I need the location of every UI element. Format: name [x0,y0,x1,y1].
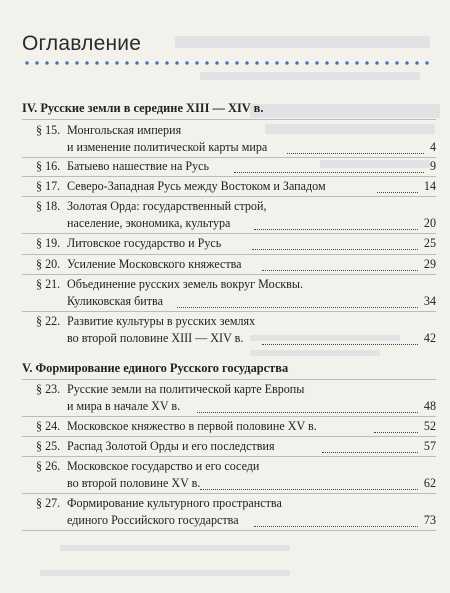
page-number: 52 [423,419,436,433]
divider [22,254,436,255]
page-number: 25 [423,236,436,250]
toc-entry[interactable] [22,178,436,195]
divider [22,196,436,197]
toc-entry[interactable] [22,158,436,175]
dot-leader [200,489,418,490]
dot-leader [287,153,424,154]
toc-entry[interactable] [22,235,436,252]
dot-leader [197,412,418,413]
entry-title-cont: во второй половине XIII — XIV в. [67,331,244,345]
divider [22,274,436,275]
page-number: 4 [429,140,436,154]
dot-leader [262,344,418,345]
toc-entry[interactable] [22,418,436,435]
page-number: 73 [423,513,436,527]
entry-title-cont: и мира в начале XV в. [67,399,181,413]
divider [22,456,436,457]
entry-number: § 23. [36,382,61,396]
entry-number: § 22. [36,314,61,328]
divider [22,379,436,380]
entry-title: Развитие культуры в русских землях [67,314,256,328]
dot-leader [262,270,418,271]
section-title: V. Формирование единого Русского государства [22,361,289,375]
section-title: IV. Русские земли в середине XIII — XIV в. [22,101,264,115]
toc-entry[interactable] [22,313,436,347]
entry-title: Северо-Западная Русь между Востоком и Западом [67,179,326,193]
page-number: 62 [423,476,436,490]
entry-number: § 24. [36,419,61,433]
dot-leader [374,432,418,433]
entry-title-cont: население, экономика, культура [67,216,231,230]
divider [22,530,436,531]
page-number: 34 [423,294,436,308]
toc-entry[interactable] [22,458,436,492]
divider [22,311,436,312]
dot-leader [234,172,424,173]
page-title: Оглавление [22,32,142,55]
entry-number: § 19. [36,236,61,250]
entry-number: § 15. [36,123,61,137]
entry-title-cont: во второй половине XV в. [67,476,201,490]
page-number: 20 [423,216,436,230]
page-number: 9 [429,159,436,173]
dot-leader [254,526,418,527]
page-number: 14 [423,179,436,193]
toc-entry[interactable] [22,438,436,455]
page-number: 48 [423,399,436,413]
page-number: 57 [423,439,436,453]
entry-title: Объединение русских земель вокруг Москвы. [67,277,304,291]
entry-title: Распад Золотой Орды и его последствия [67,439,275,453]
dot-leader [177,307,418,308]
entry-number: § 18. [36,199,61,213]
entry-number: § 21. [36,277,61,291]
entry-number: § 25. [36,439,61,453]
page-number: 29 [423,257,436,271]
toc-entry[interactable] [22,198,436,232]
divider [22,233,436,234]
entry-number: § 26. [36,459,61,473]
dot-leader [322,452,418,453]
entry-title: Московское княжество в первой половине XV в. [67,419,317,433]
entry-title: Русские земли на политической карте Европы [67,382,305,396]
entry-title-cont: и изменение политической карты мира [67,140,268,154]
toc-entry[interactable] [22,495,436,529]
divider [22,119,436,120]
dot-leader [252,249,418,250]
entry-title: Формирование культурного пространства [67,496,282,510]
entry-title: Литовское государство и Русь [67,236,222,250]
entry-title: Батыево нашествие на Русь [67,159,210,173]
toc-entry[interactable] [22,122,436,156]
entry-number: § 16. [36,159,61,173]
dot-leader [254,229,418,230]
toc-entry[interactable] [22,276,436,310]
entry-number: § 17. [36,179,61,193]
divider [22,436,436,437]
entry-number: § 27. [36,496,61,510]
divider [22,176,436,177]
page-number: 42 [423,331,436,345]
toc-entry[interactable] [22,381,436,415]
entry-title: Монгольская империя [67,123,182,137]
entry-title: Золотая Орда: государственный строй, [67,199,267,213]
entry-title: Московское государство и его соседи [67,459,260,473]
dotted-divider [22,60,432,66]
entry-title-cont: единого Российского государства [67,513,239,527]
toc-entry[interactable] [22,256,436,273]
entry-number: § 20. [36,257,61,271]
divider [22,416,436,417]
entry-title-cont: Куликовская битва [67,294,163,308]
dot-leader [377,192,418,193]
entry-title: Усиление Московского княжества [67,257,242,271]
divider [22,493,436,494]
